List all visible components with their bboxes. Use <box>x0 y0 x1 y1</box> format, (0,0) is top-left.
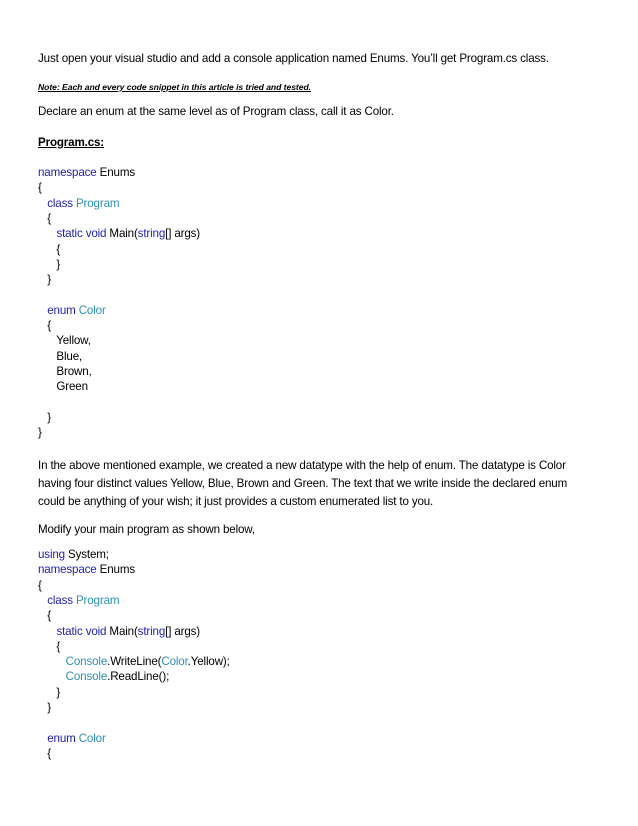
code-keyword: namespace <box>38 563 97 577</box>
code-type: Color <box>78 303 106 317</box>
code-text: } <box>38 257 61 271</box>
code-line <box>38 364 92 379</box>
code-line <box>38 333 91 348</box>
code-type: Console <box>65 655 108 669</box>
code-line <box>38 410 51 425</box>
explain-line-3: could be anything of your wish; it just provides a custom enumerated list to you. <box>38 495 434 508</box>
code-type: Color <box>78 731 106 745</box>
code-text: .WriteLine( <box>107 655 162 669</box>
code-line <box>38 700 51 715</box>
code-line <box>38 272 51 287</box>
code-line <box>38 211 51 226</box>
code-keyword: static <box>56 227 83 241</box>
code-line <box>38 425 42 440</box>
code-text: { <box>38 319 51 332</box>
code-text: { <box>38 211 51 225</box>
code-type: Program <box>75 196 120 210</box>
code-line <box>38 685 60 700</box>
code-text <box>38 594 47 607</box>
code-line <box>38 578 42 593</box>
intro-paragraph: Just open your visual studio and add a console application named Enums. You’ll get Program.cs class. <box>38 52 549 65</box>
code-line <box>38 547 109 562</box>
explain-line-2: having four distinct values Yellow, Blue, Brown and Green. The text that we write inside the declared enum <box>38 477 568 490</box>
code-text: Brown, <box>38 364 92 378</box>
code-keyword: string <box>137 227 166 241</box>
code-text: { <box>38 609 51 623</box>
code-line <box>38 746 51 761</box>
modify-paragraph: Modify your main program as shown below, <box>38 523 255 536</box>
code-keyword: void <box>85 624 107 638</box>
code-text: { <box>38 639 61 653</box>
code-text: Green <box>38 380 88 394</box>
code-text: Blue, <box>38 349 83 363</box>
code-text <box>38 670 66 683</box>
code-keyword: enum <box>47 303 76 317</box>
code-type: Console <box>65 670 108 684</box>
code-text: System; <box>64 548 109 561</box>
code-text: Main( <box>106 624 138 638</box>
code-text: { <box>38 242 61 256</box>
code-line <box>38 196 119 211</box>
code-text: .Yellow); <box>187 655 230 669</box>
code-type: Program <box>75 593 120 607</box>
code-text <box>38 197 47 210</box>
code-line <box>38 318 51 333</box>
code-keyword: namespace <box>38 166 97 179</box>
explain-line-1: In the above mentioned example, we created a new datatype with the help of enum. The datatype is Color <box>38 459 566 472</box>
code-text: [] args) <box>165 227 201 241</box>
code-text: Enums <box>96 563 135 577</box>
code-keyword: string <box>137 624 166 638</box>
declare-paragraph: Declare an enum at the same level as of Program class, call it as Color. <box>38 105 394 118</box>
code-line <box>38 562 135 577</box>
code-line <box>38 180 42 195</box>
code-text: Yellow, <box>38 334 91 348</box>
code-keyword: using <box>38 548 65 561</box>
code-keyword: static <box>56 624 83 638</box>
code-keyword: class <box>47 196 73 210</box>
code-text: } <box>38 410 51 424</box>
code-line <box>38 669 169 684</box>
code-text: { <box>38 578 42 592</box>
tested-note: Note: Each and every code snippet in this article is tried and tested. <box>38 82 312 92</box>
code-line <box>38 654 230 669</box>
code-text: .ReadLine(); <box>107 670 170 684</box>
code-text: } <box>38 426 42 440</box>
code-text: } <box>38 273 51 287</box>
code-line <box>38 624 200 639</box>
code-line <box>38 349 82 364</box>
code-text <box>38 227 56 240</box>
code-line <box>38 379 88 394</box>
code-line <box>38 593 119 608</box>
code-keyword: class <box>47 593 73 607</box>
code-line <box>38 242 60 257</box>
code-line <box>38 608 51 623</box>
code-text: Main( <box>106 227 138 241</box>
code-type: Color <box>161 655 188 669</box>
code-text: { <box>38 746 51 760</box>
code-text: } <box>38 685 61 699</box>
code-keyword: enum <box>47 731 76 745</box>
code-line <box>38 303 106 318</box>
code-line <box>38 731 106 746</box>
code-text: [] args) <box>165 624 201 638</box>
code-line <box>38 257 60 272</box>
code-line <box>38 165 135 180</box>
code-text: } <box>38 701 51 714</box>
code-line <box>38 639 60 654</box>
code-text: { <box>38 181 42 195</box>
code-text: Enums <box>96 166 135 179</box>
code-keyword: void <box>85 227 107 241</box>
file-heading: Program.cs: <box>38 136 105 149</box>
code-text <box>38 304 47 317</box>
code-text <box>38 655 66 668</box>
code-line <box>38 226 200 241</box>
code-text <box>38 732 47 745</box>
code-text <box>38 625 56 638</box>
